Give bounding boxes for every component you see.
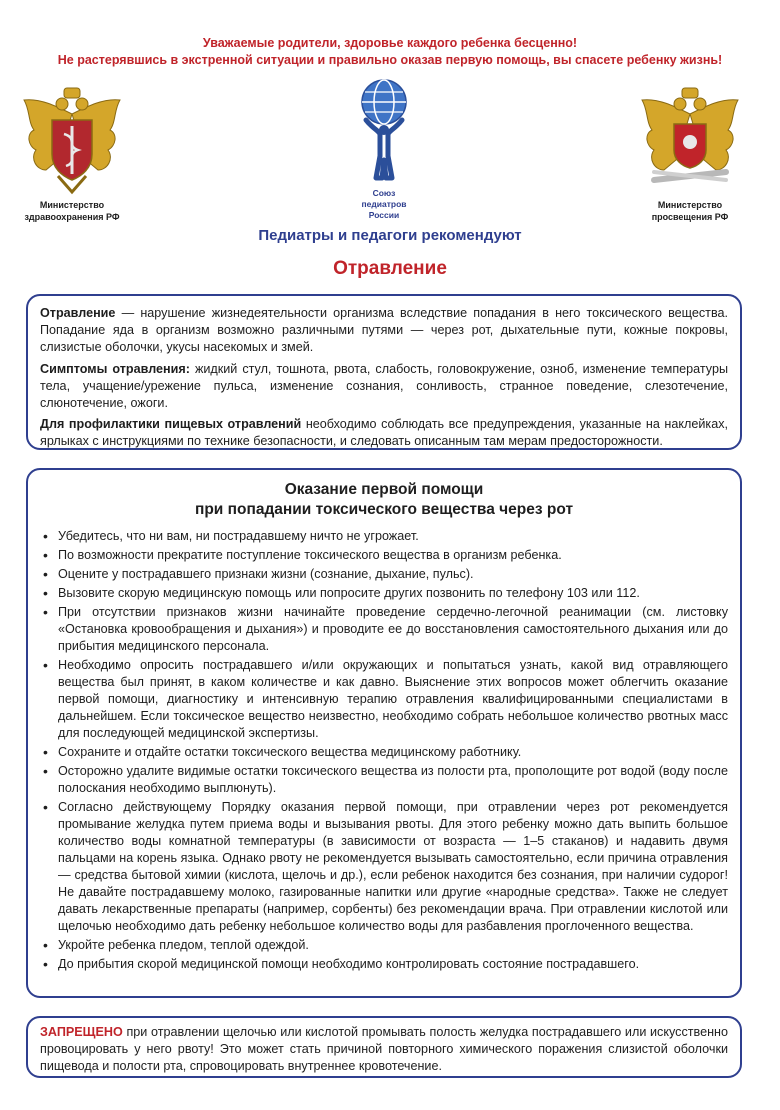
recommend-heading: Педиатры и педагоги рекомендуют [258,227,522,244]
first-aid-item: • Необходимо опросить пострадавшего и/или окружающих и попытаться узнать, какой вид отравляющего вещества был принят, в каком количестве и как давно. Выяснение этих вопросов может облегчить оказание первой помощи, диагностику и интенсивную терапию отравления квалифицированными специалистами в дальнейшем. Если токсическое вещество неизвестно, необходимо собрать небольшое количество рвотных масс для последующей медицинской экспертизы. [40,657,728,742]
definition-paragraph: Отравление — нарушение жизнедеятельности организма вследствие попадания в него токсического вещества. Попадание яда в организм возможно различными путями — через рот, дыхательные пути, кожные покровы, слизистые оболочки, укусы насекомых и змей. [40,306,728,355]
first-aid-item: • Вызовите скорую медицинскую помощь или попросите других позвонить по телефону 103 или 112. [40,585,728,602]
first-aid-item: • По возможности прекратите поступление токсического вещества в организм ребенка. [40,547,728,564]
first-aid-item: • Убедитесь, что ни вам, ни пострадавшему ничто не угрожает. [40,528,728,545]
first-aid-item: • Осторожно удалите видимые остатки токсического вещества из полости рта, прополощите рот водой (воду после полоскания необходимо выплюнуть). [40,763,728,797]
ministry-health-emblem-icon [18,84,126,196]
intro-box [26,294,742,450]
first-aid-box [26,468,742,998]
symptoms-paragraph: Симптомы отравления: жидкий стул, тошнота, рвота, слабость, головокружение, озноб, изменение температуры тела, учащение/урежение пульса, изменение сознания, сонливость, странное поведение, слезотечение, слюнотечение, ожоги. [40,361,728,411]
first-aid-item: • Укройте ребенка пледом, теплой одеждой. [40,937,728,954]
first-aid-item: • Оцените у пострадавшего признаки жизни (сознание, дыхание, пульс). [40,566,728,583]
ministry-education-emblem-icon [636,84,744,196]
header-line-2: Не растерявшись в экстренной ситуации и правильно оказав первую помощь, вы спасете ребенку жизнь! [57,53,723,67]
forbidden-label: ЗАПРЕЩЕНО [40,1025,123,1039]
first-aid-heading-2: при попадании токсического вещества через рот [194,501,574,518]
first-aid-item: • Согласно действующему Порядку оказания первой помощи, при отравлении через рот рекомендуется промывание желудка путем приема воды и вызывания рвоты. Для этого ребенку можно дать выпить большое количество воды комнатной температуры (в зависимости от возраста — 1–5 стаканов) и надавить двумя пальцами на корень языка. Однако рвоту не рекомендуется вызывать самостоятельно, если причина отравления — средства бытовой химии (кислота, щелочь и др.), если ребенок находится без сознания, при наличии судорог! Не давайте пострадавшему молоко, газированные напитки или другие «народные средства». Также не следует давать лекарственные препараты (например, сорбенты) без рекомендации врача. При отравлении кислотой или щелочью необходимо дать ребенку небольшое количество воды для разбавления проглоченного вещества. [40,799,728,935]
ministry-health-label: Министерство здравоохранения РФ [24,200,120,222]
header-line-1: Уважаемые родители, здоровье каждого ребенка бесценно! [202,36,578,50]
first-aid-item: • До прибытия скорой медицинской помощи необходимо контролировать состояние пострадавшего. [40,956,728,973]
prevention-paragraph: Для профилактики пищевых отравлений необходимо соблюдать все предупреждения, указанные на наклейках, ярлыках с инструкциями по технике безопасности, и следовать описанным там мерам предосторожности. [40,417,729,449]
warning-paragraph: ЗАПРЕЩЕНО при отравлении щелочью или кислотой промывать полость желудка пострадавшего или искусственно провоцировать у него рвоту! Это может стать причиной повторного химического поражения слизистой оболочки пищевода и полости рта, спровоцировать внутреннее кровотечение. [40,1025,728,1074]
union-pediatricians-label: Союз педиатров России [361,188,407,220]
first-aid-list [40,528,728,973]
ministry-education-label: Министерство просвещения РФ [651,200,729,222]
first-aid-heading-1: Оказание первой помощи [284,481,484,498]
warning-box [26,1016,742,1078]
page-title: Отравление [333,258,447,279]
first-aid-item: • Сохраните и отдайте остатки токсического вещества медицинскому работнику. [40,744,728,761]
union-pediatricians-logo-icon [354,74,414,186]
first-aid-item: • При отсутствии признаков жизни начинайте проведение сердечно-легочной реанимации (см. листовку «Остановка кровообращения и дыхания») и проводите ее до восстановления самостоятельного дыхания или до прибытия медицинского персонала. [40,604,728,655]
